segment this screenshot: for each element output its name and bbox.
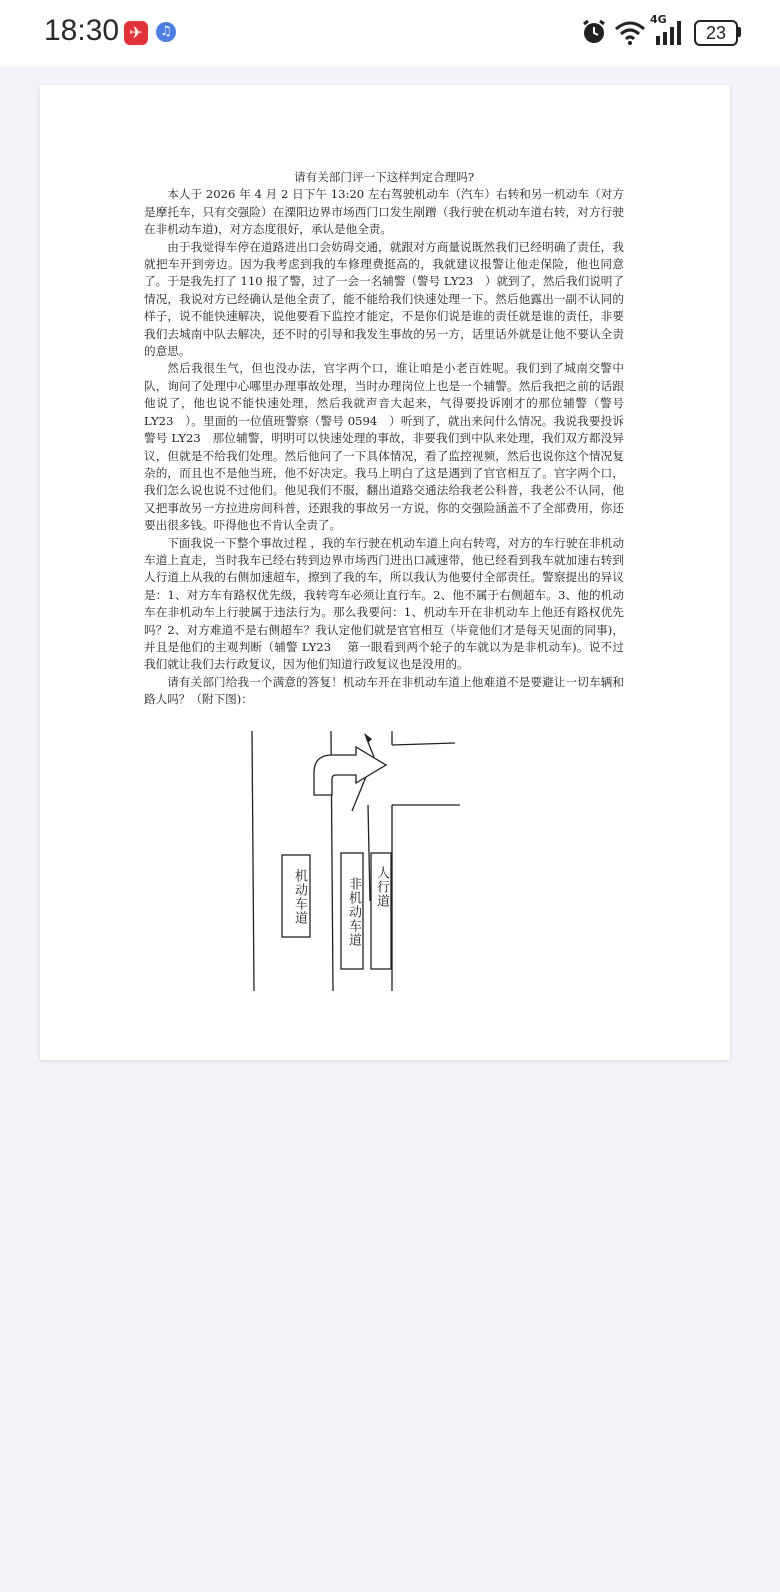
red-app-icon: ✈ bbox=[124, 21, 148, 45]
lane-label-nonmotor: 非机动车道 bbox=[346, 877, 361, 947]
signal-icon bbox=[652, 18, 686, 46]
document-title: 请有关部门评一下这样判定合理吗? bbox=[293, 170, 475, 184]
music-app-icon: ♫ bbox=[156, 22, 176, 42]
status-bar bbox=[0, 0, 780, 66]
network-type-label: 4G bbox=[650, 13, 667, 26]
alarm-icon bbox=[580, 18, 608, 46]
document-paragraph: 请有关部门给我一个满意的答复！机动车开在非机动车道上他难道不是要避让一切车辆和路人吗？（附下图)： bbox=[144, 674, 624, 707]
document-paragraph: 然后我很生气，但也没办法，官字两个口，谁让咱是小老百姓呢。我们到了城南交警中队，询问了处理中心哪里办理事故处理，当时办理岗位上也是一个辅警。然后我把之前的话跟他说了，他也说不能快速处理，然后我就声音大起来，气得要投诉刚才的那位辅警（警号 LY23 ）。里面的一位值班警察（警号 0594 ）听到了，就出来问什么情况。我说我要投诉警号 LY23 那位辅警，明明可以快速处理的事故，非要我们到中队来处理，我们双方都没异议，但就是不给我们处理。然后他问了一下具体情况，看了监控视频，然后也说你这个情况复杂的，而且也不是他当班，他不好决定。我马上明白了这是遇到了官官相互了。官字两个口，我们怎么说也说不过他们。他见我们不服，翻出道路交通法给我老公科普，我老公不认同，他又把事故另一方拉进房间科普，还跟我的事故另一方说，你的交强险涵盖不了全部费用，你还要出很多钱。吓得他也不肯认全责了。 bbox=[144, 361, 624, 533]
battery-level: 23 bbox=[705, 23, 727, 43]
status-time: 18:30 bbox=[44, 14, 120, 47]
document-paragraph: 下面我说一下整个事故过程 ，我的车行驶在机动车道上向右转弯，对方的车行驶在非机动车道上直走，当时我车已经右转到边界市场西门进出口减速带，他已经看到我车就加速右转到人行道上从我的右侧加速超车，擦到了我的车，所以我认为他要付全部责任。警察提出的异议是：1、对方车有路权优先级，我转弯车必须让直行车。2、他不属于右侧超车。3、他的机动车在非机动车上行驶属于违法行为。那么我要问：1、机动车开在非机动车上他还有路权优先吗？2、对方难道不是右侧超车？我认定他们就是官官相互（毕竟他们才是每天见面的同事)，并且是他们的主观判断（辅警 LY23 第一眼看到两个轮子的车就以为是非机动车)。说不过我们就让我们去行政复议，因为他们知道行政复议也是没用的。 bbox=[144, 535, 624, 672]
lane-label-motor: 机动车道 bbox=[292, 869, 307, 925]
battery-tip bbox=[738, 27, 741, 37]
document-paragraph: 由于我觉得车停在道路进出口会妨碍交通，就跟对方商量说既然我们已经明确了责任，我就把车开到旁边。因为我考虑到我的车修理费挺高的，我就建议报警让他走保险，他也同意了。于是我先打了 110 报了警，过了一会一名辅警（警号 LY23 ）就到了，然后我们说明了情况，我说对方已经确认是他全责了，能不能给我们快速处理一下。然后他露出一副不认同的样子，说不能快速解决，说他要看下监控才能定，不是你们说是谁的责任就是谁的责任，非要我们去城南中队去解决，还不时的引导和我发生事故的另一方，话里话外就是让他不要认全责的意思。 bbox=[144, 239, 624, 359]
battery-icon bbox=[694, 20, 738, 46]
road-diagram bbox=[240, 725, 480, 991]
document-page[interactable] bbox=[40, 85, 730, 1060]
lane-label-sidewalk: 人行道 bbox=[374, 866, 389, 908]
document-paragraph: 本人于 2026 年 4 月 2 日下午 13:20 左右驾驶机动车（汽车）右转和另一机动车（对方是摩托车，只有交强险）在溧阳边界市场西门口发生剐蹭（我行驶在机动车道右转，对方行驶在非机动车道)，对方态度很好，承认是他全责。 bbox=[144, 187, 624, 237]
document-text bbox=[144, 169, 624, 709]
wifi-icon bbox=[614, 20, 646, 46]
